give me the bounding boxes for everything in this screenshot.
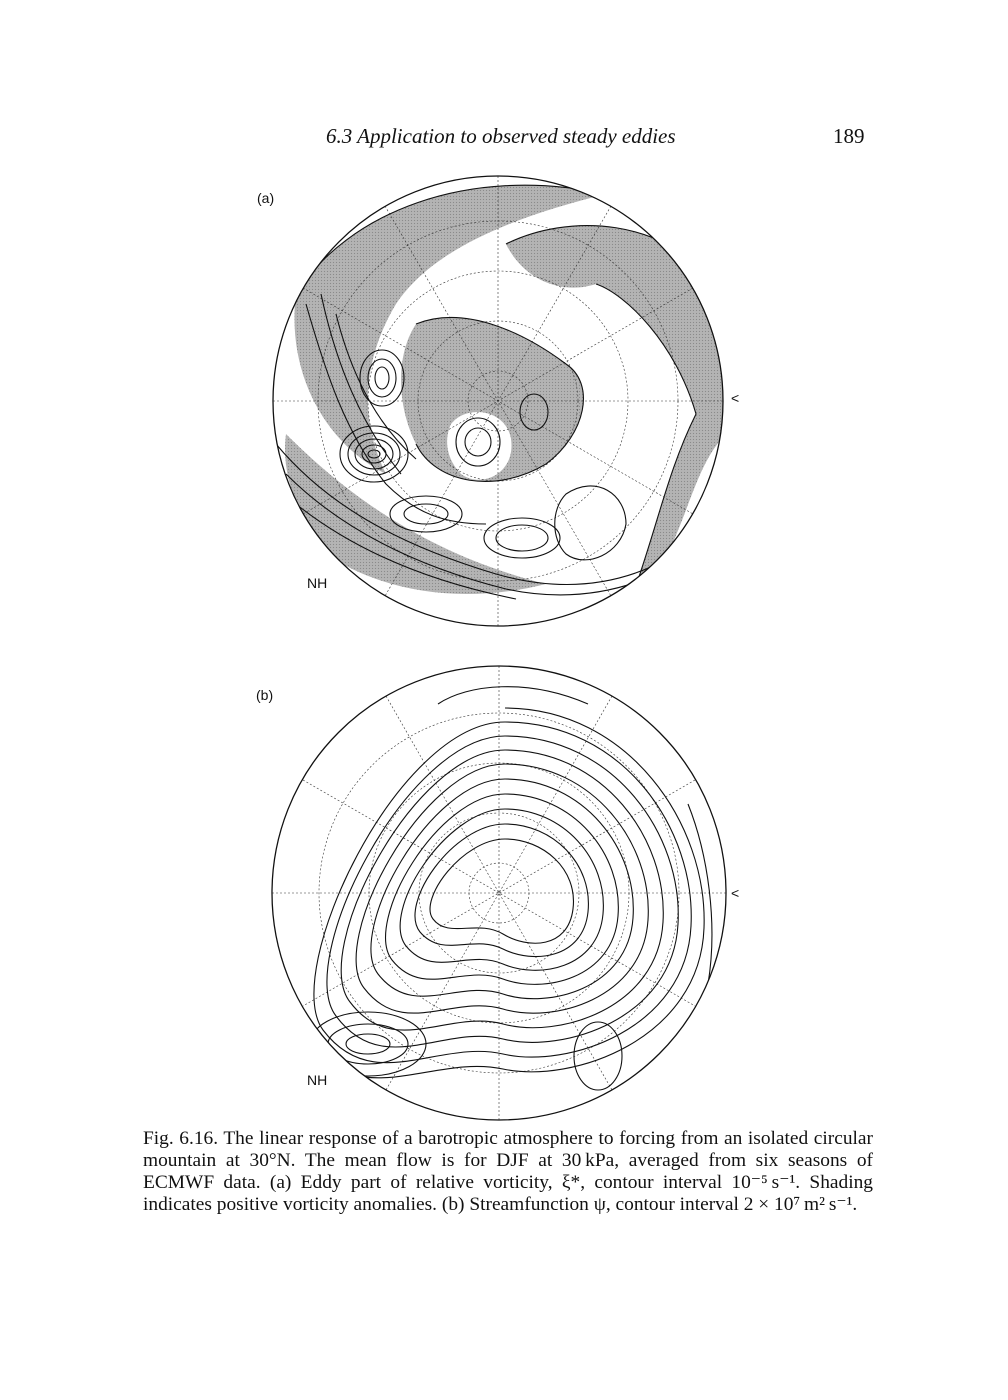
running-head xyxy=(0,124,1008,154)
running-title: 6.3 Application to observed steady eddies xyxy=(326,124,676,148)
panel-b-label: (b) xyxy=(256,687,274,703)
panel-b-hemisphere-label: NH xyxy=(307,1072,328,1088)
page-number: 189 xyxy=(833,124,865,148)
panel-a-hemisphere-label: NH xyxy=(307,575,328,591)
panel-a-vorticity-map xyxy=(266,174,730,628)
panel-b-marker: < xyxy=(731,885,740,901)
panel-b-streamfunction-map xyxy=(268,664,730,1122)
panel-a-marker: < xyxy=(731,390,740,406)
panel-a-label: (a) xyxy=(257,190,275,206)
figure-caption-text: Fig. 6.16. The linear response of a barotropic atmosphere to forcing from an isolated circular mountain at 30°N. The mean flow is for DJF at 30 kPa, averaged from six seasons of ECMWF data. (a) Eddy part of relative vorticity, ξ*, contour interval 10⁻⁵ s⁻¹. Shading indicates positive vorticity anomalies. (b) Streamfunction ψ, contour interval 2 × 10⁷ m² s⁻¹. xyxy=(143,1128,873,1215)
figure-caption xyxy=(143,1128,873,1216)
